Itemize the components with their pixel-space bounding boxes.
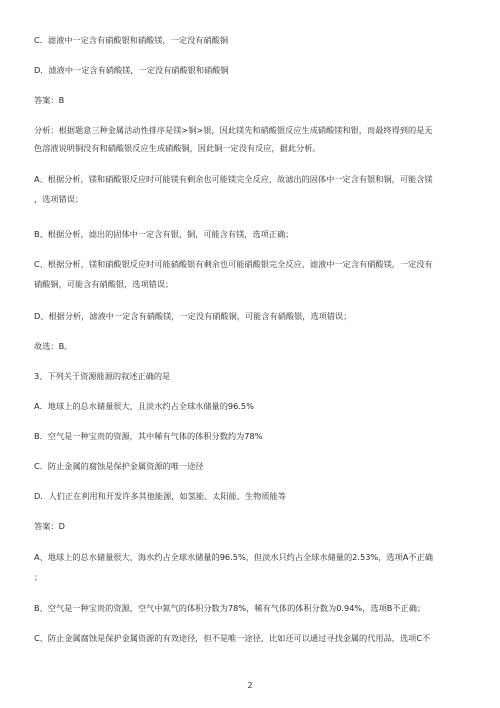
- option-d-line: D．滤液中一定含有硝酸镁，一定没有硝酸银和硝酸铜: [34, 65, 229, 75]
- analysis-c-line-2: 硝酸铜，可能含有硝酸银，选项错误；: [34, 279, 174, 289]
- question-3-analysis-a-1: A、地球上的总水储量很大，海水约占全球水储量的96.5%，但淡水只约占全球水储量的2.53%，选项A不正确: [34, 552, 433, 562]
- analysis-b-line: B、根据分析，滤出的固体中一定含有银、铜，可能含有镁，选项正确；: [34, 229, 294, 239]
- page-number: 2: [247, 681, 253, 690]
- question-3-analysis-c: C、防止金属腐蚀是保护金属资源的有效途径，但不是唯一途径，比如还可以通过寻找金属的代用品，选项C不: [34, 633, 431, 643]
- analysis-a-line-1: A、根据分析，镁和硝酸银反应时可能镁有剩余也可能镁完全反应，故滤出的固体中一定含有银和铜，可能含镁: [34, 174, 433, 184]
- question-3-stem: 3、下列关于资源能源的叙述正确的是: [34, 371, 171, 381]
- analysis-a-line-2: ，选项错误；: [34, 194, 84, 204]
- question-3-option-d: D．人们正在利用和开发许多其他能源，如氢能、太阳能、生物质能等: [34, 491, 286, 501]
- question-3-option-a: A．地球上的总水储量很大，且淡水约占全球水储量的96.5%: [34, 401, 254, 411]
- analysis-d-line: D、根据分析，滤液中一定含有硝酸镁，一定没有硝酸铜，可能含有硝酸银，选项错误；: [34, 311, 352, 321]
- analysis-line-1: 分析：根据题意三种金属活动性排序是镁>铜>银，因此镁先和硝酸银反应生成硝酸镁和银，而最终得到的是无: [34, 125, 433, 135]
- answer-line: 答案：B: [34, 95, 65, 105]
- conclusion-line: 故选：B。: [34, 341, 73, 351]
- question-3-option-b: B．空气是一种宝贵的资源，其中稀有气体的体积分数约为78%: [34, 431, 263, 441]
- analysis-c-line-1: C、根据分析，镁和硝酸银反应时可能硝酸银有剩余也可能硝酸银完全反应，滤液中一定含有硝酸镁，一定没有: [34, 259, 433, 269]
- option-c-line: C．滤液中一定含有硝酸银和硝酸镁，一定没有硝酸铜: [34, 35, 229, 45]
- question-3-analysis-a-2: ；: [34, 572, 43, 582]
- question-3-answer: 答案：D: [34, 521, 65, 531]
- analysis-line-2: 色溶液说明铜没有和硝酸银反应生成硝酸铜，因此铜一定没有反应，据此分析。: [34, 143, 321, 153]
- question-3-option-c: C．防止金属的腐蚀是保护金属资源的唯一途径: [34, 461, 204, 471]
- question-3-analysis-b: B、空气是一种宝贵的资源，空气中氮气的体积分数为78%，稀有气体的体积分数为0.94%，选项B不正确；: [34, 603, 426, 613]
